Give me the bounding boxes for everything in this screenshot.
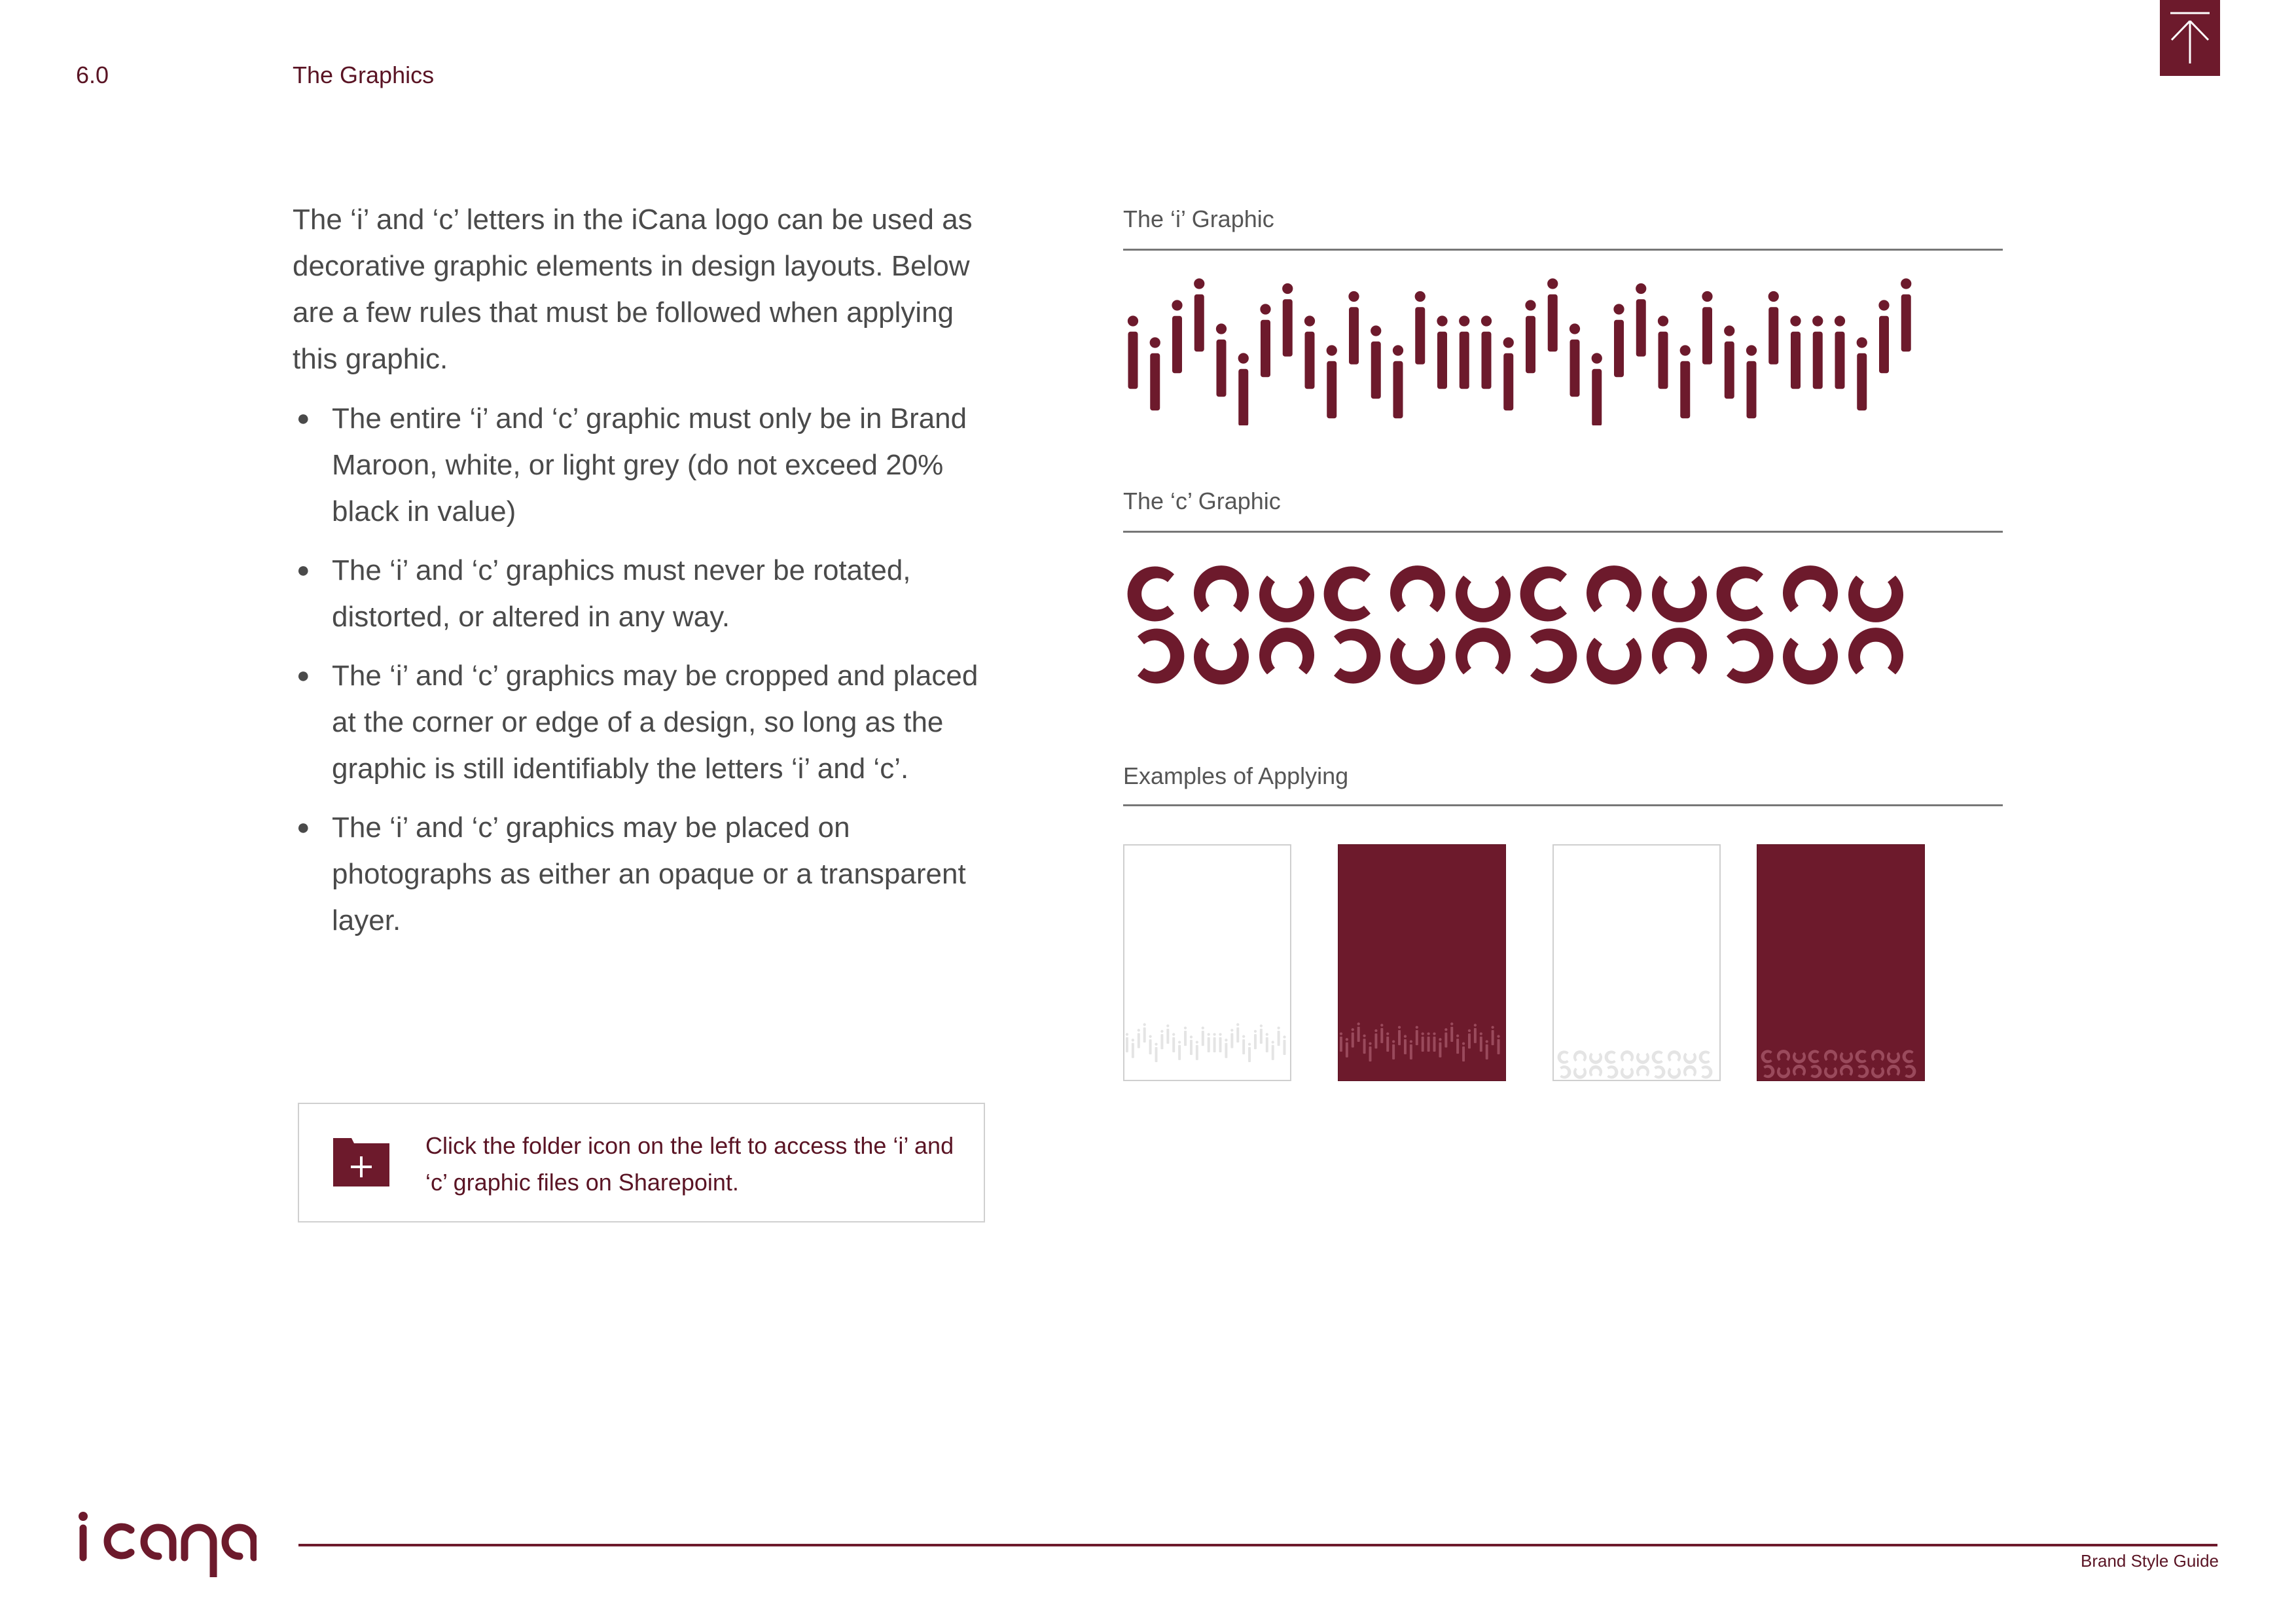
sharepoint-callout [298,1103,985,1222]
example-card-white-i [1123,844,1291,1081]
callout-text: Click the folder icon on the left to access the ‘i’ and ‘c’ graphic files on Sharepoint. [425,1132,954,1196]
intro-paragraph: The ‘i’ and ‘c’ letters in the iCana logo can be used as decorative graphic elements in design layouts. Below are a few rules that must be followed when applying this graphic. [293,204,973,375]
i-letter-pattern [1124,846,1290,1080]
arrow-up-to-line-icon [2160,0,2220,76]
section-number: 6.0 [76,62,109,88]
footer-doc-title: Brand Style Guide [2080,1551,2219,1571]
folder-plus-icon[interactable] [333,1138,389,1186]
rule-item [293,547,999,640]
bullet-icon: ● [296,815,310,840]
bullet-icon: ● [296,406,310,431]
rule-item [293,395,999,535]
back-to-top-button[interactable] [2160,0,2220,76]
c-graphic-label: The ‘c’ Graphic [1123,488,1281,514]
footer-divider [298,1544,2217,1546]
rule-text: The ‘i’ and ‘c’ graphics may be cropped and placed at the corner or edge of a design, so long as the graphic is still identifiably the letters ‘i’ and ‘c’. [332,660,978,785]
example-card-maroon-c [1757,844,1925,1081]
rule-text: The entire ‘i’ and ‘c’ graphic must only be in Brand Maroon, white, or light grey (do not exceed 20% black in value) [332,402,967,527]
rule-item [293,804,999,944]
rule-text: The ‘i’ and ‘c’ graphics must never be rotated, distorted, or altered in any way. [332,554,911,633]
example-card-white-c [1552,844,1721,1081]
example-card-maroon-i [1338,844,1506,1081]
rule-item [293,652,999,792]
rules-list [293,395,999,956]
bullet-icon: ● [296,663,310,688]
i-letter-pattern [1123,275,1935,425]
divider [1123,804,2003,806]
c-letter-pattern [1554,846,1719,1080]
rule-text: The ‘i’ and ‘c’ graphics may be placed on photographs as either an opaque or a transparent layer. [332,812,966,936]
bullet-icon: ● [296,558,310,582]
i-graphic-label: The ‘i’ Graphic [1123,205,1274,232]
c-letter-pattern [1123,563,1922,694]
examples-label: Examples of Applying [1123,762,1349,789]
section-title: The Graphics [293,62,435,88]
divider [1123,531,2003,533]
c-letter-pattern [1757,845,1924,1080]
divider [1123,249,2003,251]
i-letter-pattern [1338,845,1505,1080]
icana-logo [73,1499,257,1577]
